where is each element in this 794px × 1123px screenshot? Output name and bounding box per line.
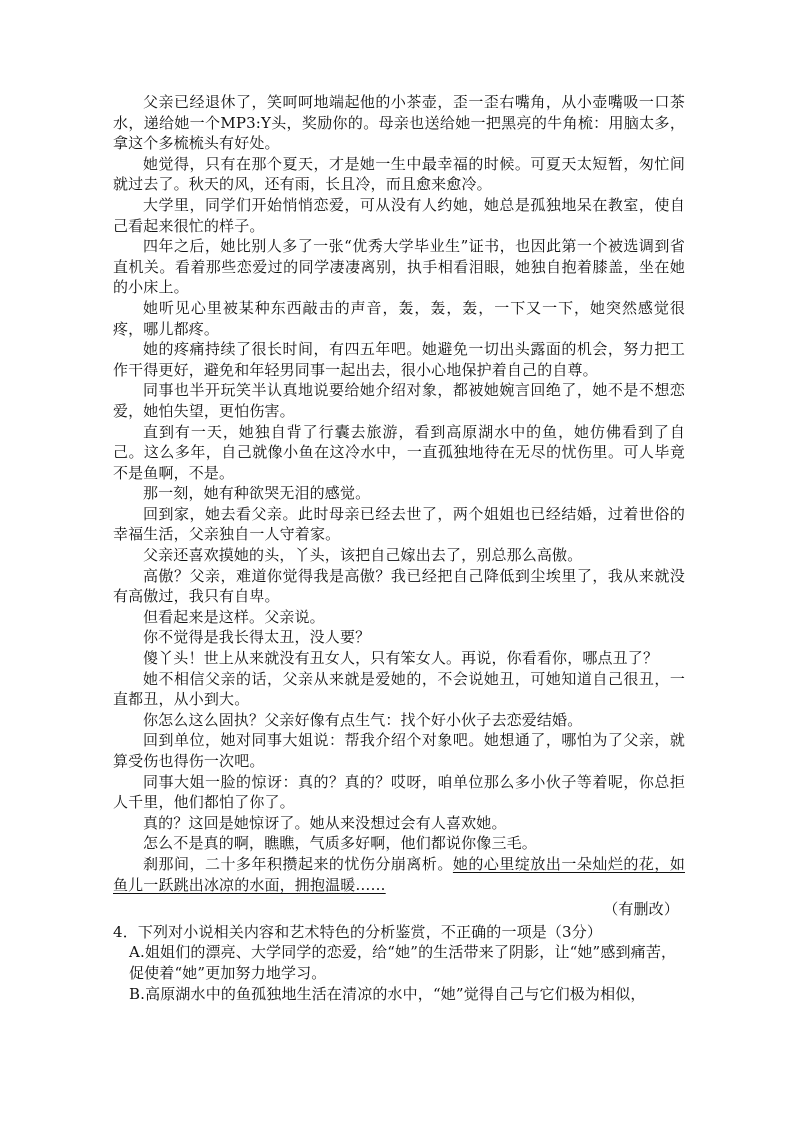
- story-paragraph: 她觉得，只有在那个夏天，才是她一生中最幸福的时候。可夏天太短暂，匆忙间就过去了。秋天的风，还有雨，长且冷，而且愈来愈冷。: [113, 154, 685, 194]
- final-paragraph-text: 刹那间，二十多年积攒起来的忧伤分崩离析。: [143, 854, 453, 873]
- question-stem: 4．下列对小说相关内容和艺术特色的分析鉴赏，不正确的一项是（3分）: [113, 922, 603, 941]
- story-paragraph: 你不觉得是我长得太丑，没人要？: [143, 628, 371, 647]
- story-paragraph: 怎么不是真的啊，瞧瞧，气质多好啊，他们都说你像三毛。: [143, 834, 537, 853]
- story-paragraph: 但看起来是这样。父亲说。: [143, 607, 325, 626]
- story-paragraph: 大学里，同学们开始悄悄恋爱，可从没有人约她，她总是孤独地呆在教室，使自己看起来很忙的样子。: [113, 195, 685, 235]
- story-paragraph: 真的？这回是她惊讶了。她从来没想过会有人喜欢她。: [143, 813, 507, 832]
- answer-option-b: [113, 984, 685, 1005]
- story-paragraph: 你怎么这么固执？父亲好像有点生气：找个好小伙子去恋爱结婚。: [143, 710, 583, 729]
- story-paragraph: 她的疼痛持续了很长时间，有四五年吧。她避免一切出头露面的机会，努力把工作干得更好，避免和年轻男同事一起出去，很小心地保护着自己的自尊。: [113, 340, 685, 379]
- story-paragraph: 父亲还喜欢摸她的头，丫头，该把自己嫁出去了，别总那么高傲。: [143, 546, 583, 565]
- source-note: （有删改）: [603, 900, 679, 919]
- story-paragraph: 直到有一天，她独自背了行囊去旅游，看到高原湖水中的鱼，她仿佛看到了自己。这么多年，自己就像小鱼在这冷水中，一直孤独地待在无尽的忧伤里。可人毕竟不是鱼啊，不是。: [113, 422, 685, 482]
- underlined-sentence: 她的心里绽放出一朵灿烂的花，如鱼儿一跃跳出冰凉的水面，拥抱温暖……: [113, 854, 685, 894]
- document-page: [113, 92, 685, 1004]
- story-paragraph: 她不相信父亲的话，父亲从来就是爱她的，不会说她丑，可她知道自己很丑，一直都丑，从小到大。: [113, 669, 685, 709]
- story-final-paragraph: [113, 854, 685, 895]
- story-paragraph: 父亲已经退休了，笑呵呵地端起他的小茶壶，歪一歪右嘴角，从小壶嘴吸一口茶水，递给她一个MP3:Y头，奖励你的。母亲也送给她一把黑亮的牛角梳：用脑太多，拿这个多梳梳头有好处。: [113, 93, 685, 153]
- option-a-text: A.姐姐们的漂亮、大学同学的恋爱，给“她”的生活带来了阴影，让“她”感到痛苦，促使着“她”更加努力地学习。: [129, 943, 677, 982]
- story-paragraph: 同事大姐一脸的惊讶：真的？真的？哎呀，咱单位那么多小伙子等着呢，你总拒人千里，他们都怕了你了。: [113, 772, 685, 812]
- option-b-text: B.高原湖水中的鱼孤独地生活在清凉的水中，“她”觉得自己与它们极为相似，: [129, 984, 646, 1003]
- story-paragraph: 回到家，她去看父亲。此时母亲已经去世了，两个姐姐也已经结婚，过着世俗的幸福生活，父亲独自一人守着家。: [113, 504, 685, 544]
- story-paragraph: 回到单位，她对同事大姐说：帮我介绍个对象吧。她想通了，哪怕为了父亲，就算受伤也得伤一次吧。: [113, 731, 685, 770]
- story-paragraph: 四年之后，她比别人多了一张“优秀大学毕业生”证书，也因此第一个被选调到省直机关。看着那些恋爱过的同学凄凄离别，执手相看泪眼，她独自抱着膝盖，坐在她的小床上。: [113, 237, 685, 297]
- answer-option-a: [113, 942, 685, 983]
- story-paragraph: 同事也半开玩笑半认真地说要给她介绍对象，都被她婉言回绝了，她不是不想恋爱，她怕失望，更怕伤害。: [113, 381, 685, 420]
- story-paragraph: 傻丫头！世上从来就没有丑女人，只有笨女人。再说，你看看你，哪点丑了？: [143, 649, 659, 668]
- story-paragraph: 高傲？父亲，难道你觉得我是高傲？我已经把自己降低到尘埃里了，我从来就没有高傲过，我只有自卑。: [113, 566, 685, 606]
- story-paragraph: 她听见心里被某种东西敲击的声音，轰，轰，轰，一下又一下，她突然感觉很疼，哪儿都疼。: [113, 298, 685, 338]
- story-paragraph: 那一刻，她有种欲哭无泪的感觉。: [143, 484, 371, 503]
